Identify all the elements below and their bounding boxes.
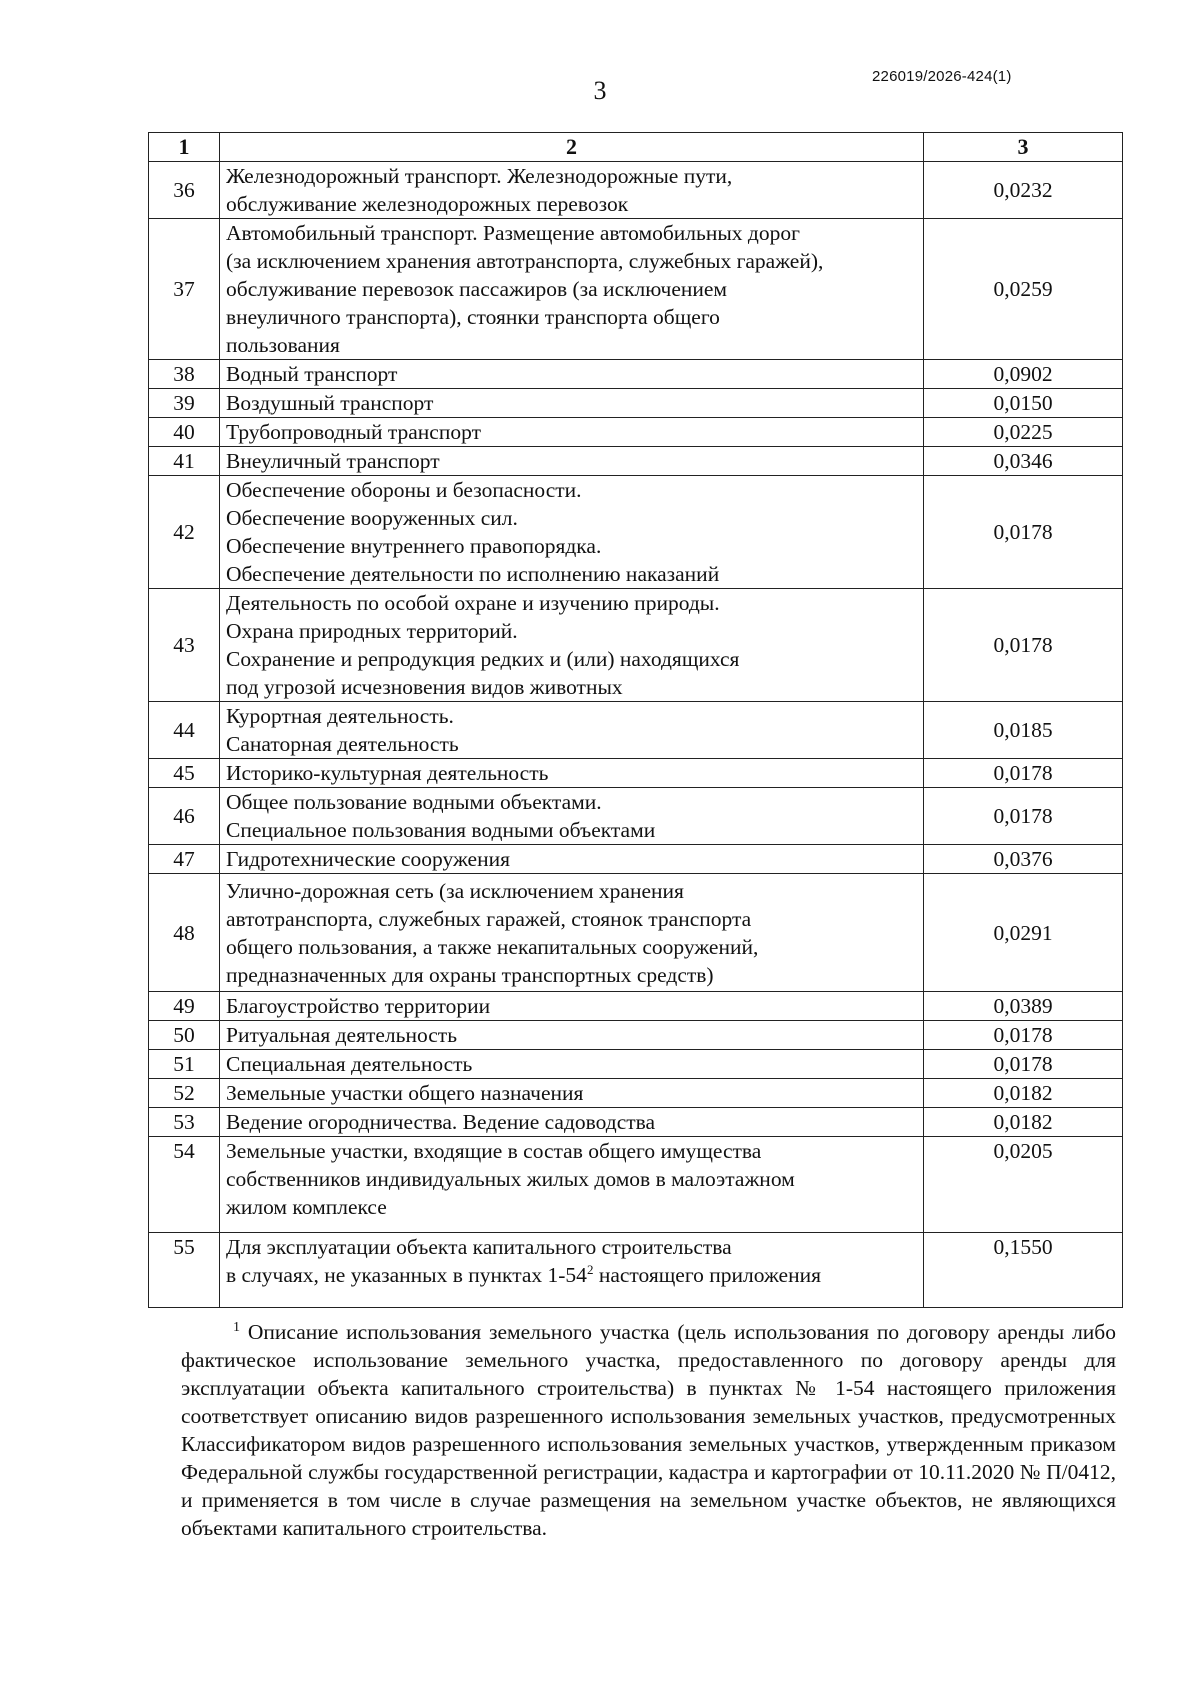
- description-line: жилом комплексе: [226, 1195, 387, 1219]
- row-value: 0,0232: [924, 162, 1123, 219]
- row-number: 44: [149, 702, 220, 759]
- description-line: Историко-культурная деятельность: [226, 761, 549, 785]
- table-row: [149, 874, 1123, 992]
- row-number: 52: [149, 1079, 220, 1108]
- table-row: [149, 389, 1123, 418]
- description-line: Обеспечение деятельности по исполнению наказаний: [226, 562, 720, 586]
- row-number: 43: [149, 589, 220, 702]
- row-value: 0,0902: [924, 360, 1123, 389]
- description-line: Сохранение и репродукция редких и (или) находящихся: [226, 647, 740, 671]
- description-line: Специальное пользования водными объектами: [226, 818, 656, 842]
- row-description: [220, 418, 924, 447]
- description-line: (за исключением хранения автотранспорта, служебных гаражей),: [226, 249, 824, 273]
- row-value: 0,0178: [924, 788, 1123, 845]
- table-header-row: [149, 133, 1123, 162]
- row-number: 45: [149, 759, 220, 788]
- row-number: 39: [149, 389, 220, 418]
- row-number: 51: [149, 1050, 220, 1079]
- table-row: [149, 1233, 1123, 1308]
- description-line: обслуживание железнодорожных перевозок: [226, 192, 629, 216]
- footnote-marker: 1: [233, 1320, 240, 1335]
- row-description: [220, 447, 924, 476]
- table-row: [149, 447, 1123, 476]
- row-description: [220, 589, 924, 702]
- row-value: 0,0389: [924, 992, 1123, 1021]
- row-description: [220, 162, 924, 219]
- description-line: предназначенных для охраны транспортных средств): [226, 962, 714, 987]
- row-value: 0,0178: [924, 759, 1123, 788]
- row-value: 0,1550: [924, 1233, 1123, 1308]
- table-row: [149, 759, 1123, 788]
- row-value: 0,0178: [924, 1021, 1123, 1050]
- description-line: Трубопроводный транспорт: [226, 420, 481, 444]
- description-line: Курортная деятельность.: [226, 704, 454, 728]
- description-line: пользования: [226, 333, 340, 357]
- description-line: автотранспорта, служебных гаражей, стоянок транспорта: [226, 906, 752, 931]
- row-number: 49: [149, 992, 220, 1021]
- footnote-paragraph: [181, 1314, 1116, 1542]
- description-line: под угрозой исчезновения видов животных: [226, 675, 623, 699]
- row-description: [220, 702, 924, 759]
- description-line: Ведение огородничества. Ведение садоводства: [226, 1110, 656, 1134]
- table-row: [149, 845, 1123, 874]
- footnote-text: Описание использования земельного участка (цель использования по договору аренды либо фактическое использование земельного участка, предоставленного по договору аренды для эксплуатации объекта капитального строительства) в пунктах № 1-54 настоящего приложения соответствует описанию видов разрешенного использования земельных участков, предусмотренных Классификатором видов разрешенного использования земельных участков, утвержденным приказом Федеральной службы государственной регистрации, кадастра и картографии от 10.11.2020 № П/0412, и применяется в том числе в случае размещения на земельном участке объектов, не являющихся объектами капитального строительства.: [181, 1320, 1117, 1541]
- row-value: 0,0259: [924, 219, 1123, 360]
- footnote-reference: 2: [586, 1261, 594, 1277]
- row-number: 48: [149, 874, 220, 992]
- row-value: 0,0346: [924, 447, 1123, 476]
- table-row: [149, 1079, 1123, 1108]
- row-number: 38: [149, 360, 220, 389]
- row-description: [220, 1108, 924, 1137]
- description-line: Улично-дорожная сеть (за исключением хранения: [226, 878, 684, 903]
- table-row: [149, 360, 1123, 389]
- row-value: 0,0225: [924, 418, 1123, 447]
- document-code: 226019/2026-424(1): [872, 68, 1012, 85]
- row-description: [220, 992, 924, 1021]
- row-description: [220, 476, 924, 589]
- description-line: Обеспечение обороны и безопасности.: [226, 478, 582, 502]
- row-number: 55: [149, 1233, 220, 1308]
- row-description: [220, 1137, 924, 1233]
- description-line: Общее пользование водными объектами.: [226, 790, 602, 814]
- table-row: [149, 992, 1123, 1021]
- row-description: [220, 759, 924, 788]
- row-description: [220, 1050, 924, 1079]
- table-row: [149, 1021, 1123, 1050]
- row-value: 0,0178: [924, 589, 1123, 702]
- table-row: [149, 162, 1123, 219]
- description-line: Деятельность по особой охране и изучению природы.: [226, 591, 720, 615]
- row-value: 0,0182: [924, 1079, 1123, 1108]
- description-line: Гидротехнические сооружения: [226, 847, 510, 871]
- row-value: 0,0182: [924, 1108, 1123, 1137]
- row-description: [220, 845, 924, 874]
- table-row: [149, 476, 1123, 589]
- row-number: 40: [149, 418, 220, 447]
- table-row: [149, 589, 1123, 702]
- row-value: 0,0178: [924, 476, 1123, 589]
- description-line: обслуживание перевозок пассажиров (за исключением: [226, 277, 728, 301]
- row-description: [220, 360, 924, 389]
- column-header: 1: [149, 133, 220, 162]
- description-line: Воздушный транспорт: [226, 391, 434, 415]
- description-line: Для эксплуатации объекта капитального строительства: [226, 1235, 732, 1259]
- row-number: 37: [149, 219, 220, 360]
- page-number: 3: [593, 76, 607, 105]
- row-number: 36: [149, 162, 220, 219]
- row-value: 0,0150: [924, 389, 1123, 418]
- column-header: 2: [220, 133, 924, 162]
- row-value: 0,0376: [924, 845, 1123, 874]
- row-number: 41: [149, 447, 220, 476]
- row-description: [220, 874, 924, 992]
- description-line: Обеспечение внутреннего правопорядка.: [226, 534, 602, 558]
- row-number: 47: [149, 845, 220, 874]
- column-header: 3: [924, 133, 1123, 162]
- description-line: Автомобильный транспорт. Размещение автомобильных дорог: [226, 221, 800, 245]
- table-row: [149, 418, 1123, 447]
- description-line: внеуличного транспорта), стоянки транспорта общего: [226, 305, 720, 329]
- description-line: собственников индивидуальных жилых домов в малоэтажном: [226, 1167, 795, 1191]
- rates-table: [148, 132, 1123, 1308]
- table-row: [149, 1050, 1123, 1079]
- row-number: 42: [149, 476, 220, 589]
- row-number: 46: [149, 788, 220, 845]
- description-line: Железнодорожный транспорт. Железнодорожные пути,: [226, 164, 733, 188]
- row-value: 0,0185: [924, 702, 1123, 759]
- table-row: [149, 788, 1123, 845]
- row-number: 50: [149, 1021, 220, 1050]
- row-number: 53: [149, 1108, 220, 1137]
- table-row: [149, 702, 1123, 759]
- row-value: 0,0291: [924, 874, 1123, 992]
- footnote: [181, 1314, 1116, 1542]
- row-description: [220, 219, 924, 360]
- description-text: настоящего приложения: [593, 1263, 821, 1287]
- row-description: [220, 389, 924, 418]
- description-line: Земельные участки общего назначения: [226, 1081, 584, 1105]
- row-value: 0,0205: [924, 1137, 1123, 1233]
- description-text: в случаях, не указанных в пунктах 1-54: [226, 1263, 587, 1287]
- row-value: 0,0178: [924, 1050, 1123, 1079]
- description-line: общего пользования, а также некапитальных сооружений,: [226, 934, 759, 959]
- description-line: Санаторная деятельность: [226, 732, 459, 756]
- description-line: Охрана природных территорий.: [226, 619, 518, 643]
- row-description: [220, 1079, 924, 1108]
- description-line: Земельные участки, входящие в состав общего имущества: [226, 1139, 762, 1163]
- row-description: [220, 788, 924, 845]
- description-line: [226, 1261, 917, 1289]
- table-row: [149, 1137, 1123, 1233]
- row-number: 54: [149, 1137, 220, 1233]
- description-line: Водный транспорт: [226, 362, 398, 386]
- description-line: Специальная деятельность: [226, 1052, 473, 1076]
- description-line: Обеспечение вооруженных сил.: [226, 506, 518, 530]
- description-line: Внеуличный транспорт: [226, 449, 440, 473]
- row-description: [220, 1233, 924, 1308]
- table-row: [149, 219, 1123, 360]
- table-row: [149, 1108, 1123, 1137]
- description-line: Благоустройство территории: [226, 994, 491, 1018]
- row-description: [220, 1021, 924, 1050]
- description-line: Ритуальная деятельность: [226, 1023, 457, 1047]
